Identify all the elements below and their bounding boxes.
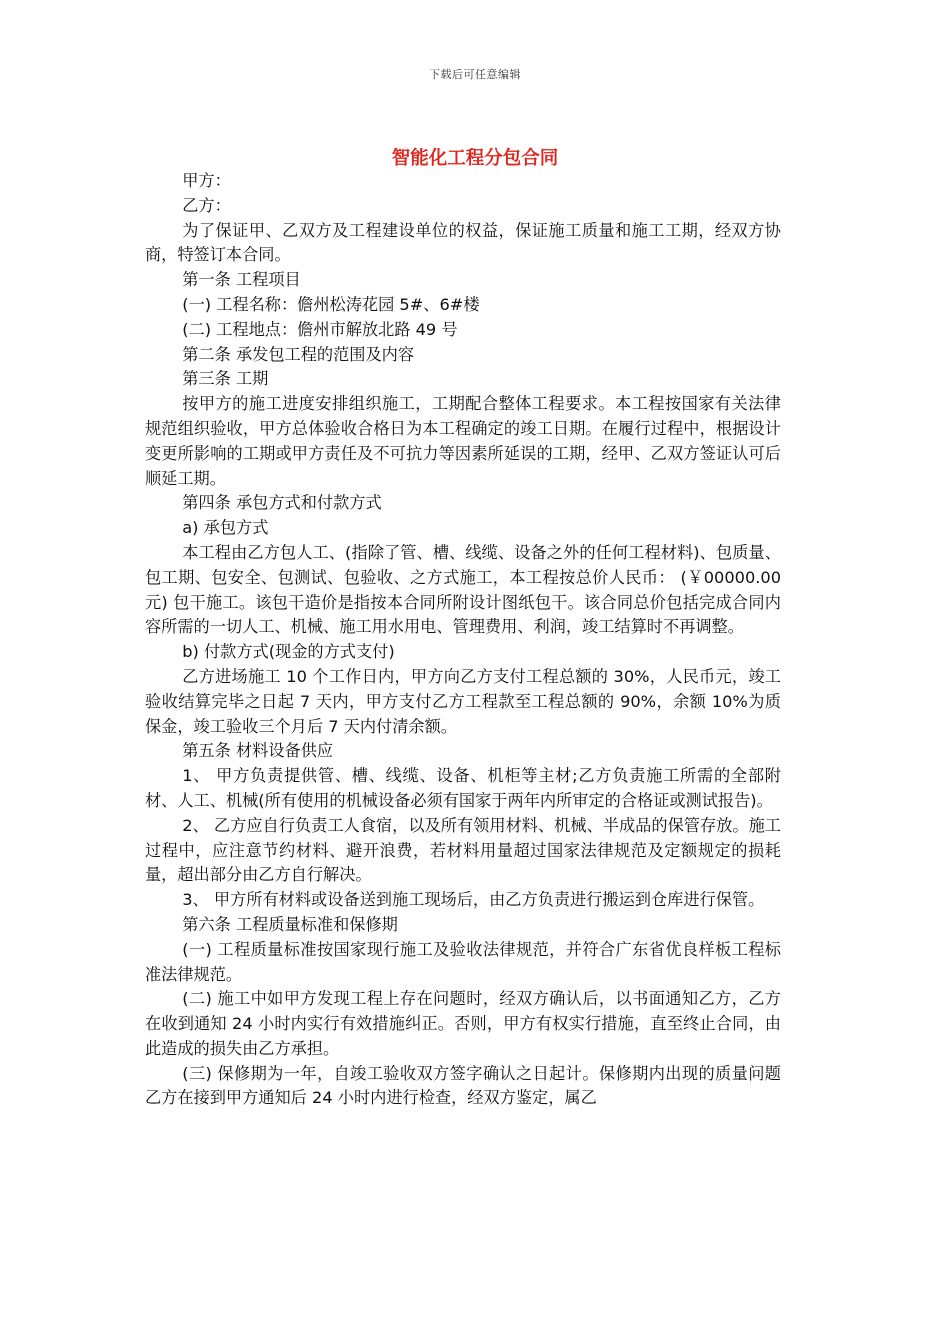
- section-heading: 第六条 工程质量标准和保修期: [182, 914, 398, 934]
- paragraph: 1、 甲方负责提供管、槽、线缆、设备、机柜等主材;乙方负责施工所需的全部附材、人工、机械(所有使用的机械设备必须有国家于两年内所审定的合格证或测试报告)。: [145, 766, 781, 810]
- document-title: 智能化工程分包合同: [391, 148, 559, 169]
- paragraph: 3、 甲方所有材料或设备送到施工现场后，由乙方负责进行搬运到仓库进行保管。: [182, 890, 765, 910]
- paragraph: b) 付款方式(现金的方式支付): [182, 642, 395, 662]
- paragraph: 按甲方的施工进度安排组织施工，工期配合整体工程要求。本工程按国家有关法律规范组织验收，甲方总体验收合格日为本工程确定的竣工日期。在履行过程中，根据设计变更所影响的工期或甲方责任及不可抗力等因素所延误的工期，经甲、乙双方签证认可后顺延工期。: [145, 394, 781, 488]
- paragraph: (一) 工程质量标准按国家现行施工及验收法律规范，并符合广东省优良样板工程标准法律规范。: [145, 939, 781, 984]
- paragraph: 甲方：: [182, 171, 231, 190]
- paragraph: 本工程由乙方包人工、(指除了管、槽、线缆、设备之外的任何工程材料)、包质量、包工期、包安全、包测试、包验收、之方式施工，本工程按总价人民币： (￥00000.00 元) 包干施工。该包干造价是指按本合同所附设计图纸包干。该合同总价包括完成合同内容所需的一切人工、机械、施工用水用电、管理费用、利润，竣工结算时不再调整。: [145, 542, 781, 637]
- paragraph: (一) 工程名称：儋州松涛花园 5#、6#楼: [182, 294, 480, 314]
- paragraph: a) 承包方式: [182, 518, 269, 538]
- section-heading: 第二条 承发包工程的范围及内容: [182, 344, 415, 364]
- section-heading: 第四条 承包方式和付款方式: [182, 493, 382, 513]
- section-heading: 第五条 材料设备供应: [182, 741, 334, 761]
- section-heading: 第一条 工程项目: [182, 270, 301, 290]
- document-body: [145, 169, 781, 1111]
- section-heading: 第三条 工期: [182, 369, 269, 389]
- paragraph: 乙方进场施工 10 个工作日内，甲方向乙方支付工程总额的 30%，人民币元，竣工验收结算完毕之日起 7 天内，甲方支付乙方工程款至工程总额的 90%，余额 10%为质保金，竣工验收三个月后 7 天内付清余额。: [145, 666, 781, 736]
- paragraph: (二) 工程地点：儋州市解放北路 49 号: [182, 319, 458, 339]
- paragraph: 为了保证甲、乙双方及工程建设单位的权益，保证施工质量和施工工期，经双方协商，特签订本合同。: [145, 220, 781, 265]
- paragraph: 2、 乙方应自行负责工人食宿，以及所有领用材料、机械、半成品的保管存放。施工过程中，应注意节约材料、避开浪费，若材料用量超过国家法律规范及定额规定的损耗量，超出部分由乙方自行解决。: [145, 815, 781, 885]
- paragraph: (三) 保修期为一年，自竣工验收双方签字确认之日起计。保修期内出现的质量问题乙方在接到甲方通知后 24 小时内进行检查，经双方鉴定，属乙: [145, 1063, 781, 1108]
- page-header-note: 下载后可任意编辑: [429, 68, 521, 81]
- paragraph: 乙方：: [182, 195, 231, 215]
- paragraph: (二) 施工中如甲方发现工程上存在问题时，经双方确认后，以书面通知乙方，乙方在收到通知 24 小时内实行有效措施纠正。否则，甲方有权实行措施，直至终止合同，由此造成的损失由乙方承担。: [145, 989, 781, 1058]
